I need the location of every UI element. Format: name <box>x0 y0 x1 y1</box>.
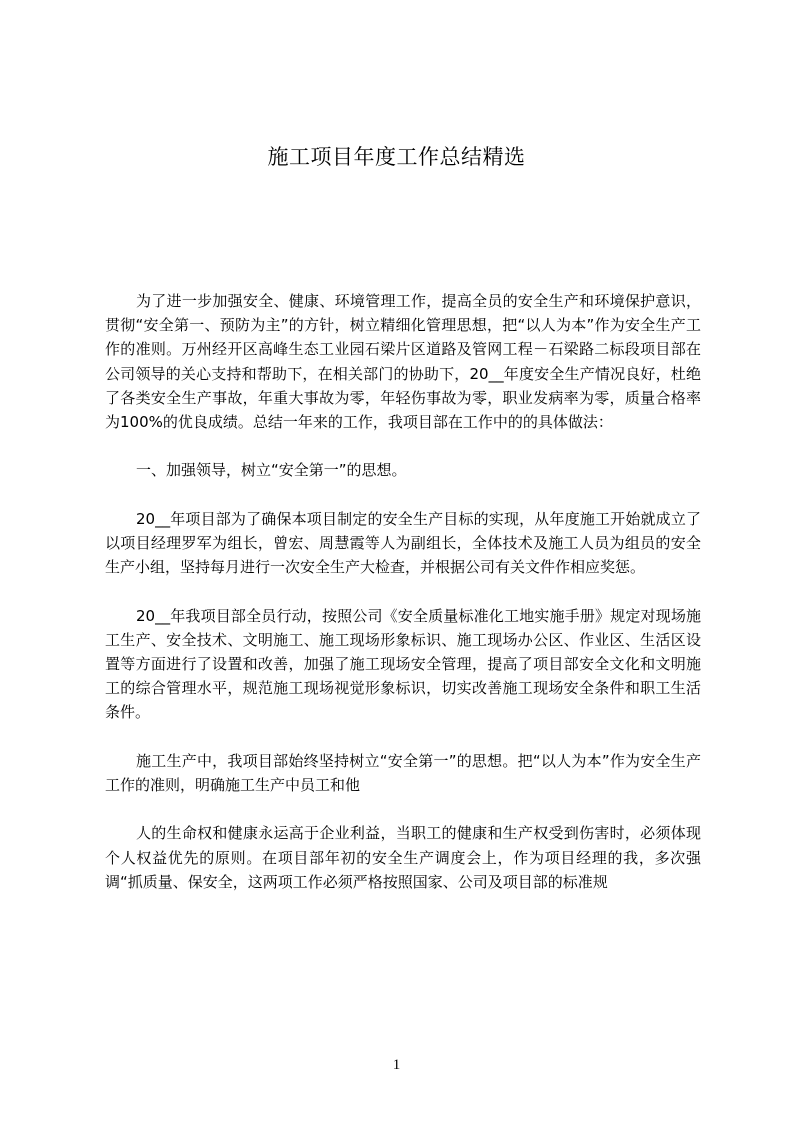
paragraph-gap <box>105 725 701 749</box>
paragraph-gap <box>105 579 701 603</box>
paragraph-standardization: 20__年我项目部全员行动，按照公司《安全质量标准化工地实施手册》规定对现场施工生产、安全技术、文明施工、施工现场形象标识、施工现场办公区、作业区、生活区设置等方面进行了设置和改善，加强了施工现场安全管理，提高了项目部安全文化和文明施工的综合管理水平，规范施工现场视觉形象标识，切实改善施工现场安全条件和职工生活条件。 <box>105 606 701 722</box>
paragraph-leadership: 20__年项目部为了确保本项目制定的安全生产目标的实现，从年度施工开始就成立了以项目经理罗军为组长，曾宏、周慧霞等人为副组长，全体技术及施工人员为组员的安全生产小组，坚持每月进行一次安全生产大检查，并根据公司有关文件作相应奖惩。 <box>105 509 701 577</box>
paragraph-gap <box>105 483 701 507</box>
paragraph-intro: 为了进一步加强安全、健康、环境管理工作，提高全员的安全生产和环境保护意识，贯彻“安全第一、预防为主”的方针，树立精细化管理思想，把“以人为本”作为安全生产工作的准则。万州经开区高峰生态工业园石梁片区道路及管网工程－石梁路二标段项目部在公司领导的关心支持和帮助下，在相关部门的协助下，20__年度安全生产情况良好，杜绝了各类安全生产事故，年重大事故为零，年轻伤事故为零，职业发病率为零，质量合格率为100%的优良成绩。总结一年来的工作，我项目部在工作中的的具体做法： <box>105 292 701 432</box>
document-body <box>105 289 701 894</box>
document-title: 施工项目年度工作总结精选 <box>267 145 526 169</box>
paragraph-gap <box>105 797 701 821</box>
paragraph-life-rights: 人的生命权和健康永运高于企业利益，当职工的健康和生产权受到伤害时，必须体现个人权益优先的原则。在项目部年初的安全生产调度会上，作为项目经理的我，多次强调“抓质量、保安全，这两项工作必须严格按照国家、公司及项目部的标准规 <box>105 824 701 891</box>
paragraph-gap <box>105 434 701 458</box>
section-heading: 一、加强领导，树立“安全第一”的思想。 <box>136 461 407 480</box>
paragraph-safety-first: 施工生产中，我项目部始终坚持树立“安全第一”的思想。把“以人为本”作为安全生产工作的准则，明确施工生产中员工和他 <box>105 751 701 794</box>
page-number: 1 <box>392 1057 401 1073</box>
